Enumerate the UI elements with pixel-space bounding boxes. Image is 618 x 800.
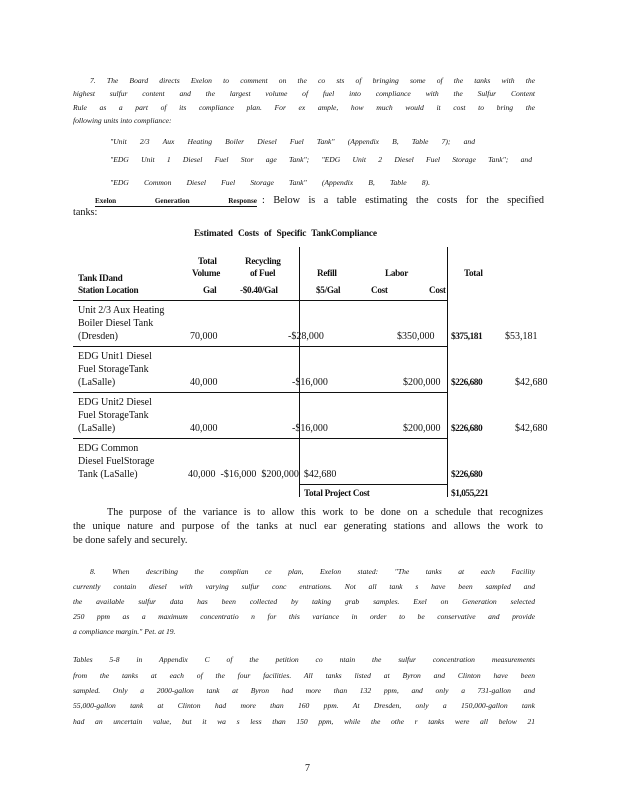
- col-header-tank: Tank IDand: [78, 273, 123, 283]
- para8-line: 250 ppm as a maximum concentratio n for this variance in order to be conservative and provide: [73, 612, 535, 621]
- tank-item: "EDG Unit 1 Diesel Fuel Stor age Tank"; "EDG Unit 2 Diesel Fuel Storage Tank"; and: [110, 155, 532, 164]
- response-heading: Exelon Generation Response: [95, 197, 257, 205]
- table-rule: [299, 247, 300, 497]
- col-header-tank: Station Location: [78, 285, 139, 295]
- para8-line: a compliance margin." Pet. at 19.: [73, 627, 176, 636]
- col-header-recycling: -$0.40/Gal: [240, 285, 278, 295]
- volume-value: 70,000: [190, 331, 218, 342]
- volume-value: 40,000: [190, 377, 218, 388]
- col-header-volume: Volume: [192, 268, 220, 278]
- para8-line: 8. When describing the complian ce plan, Exelon stated: "The tanks at each Facility: [90, 567, 535, 576]
- col-header-refill: $5/Gal: [316, 285, 341, 295]
- table-rule: [73, 346, 447, 347]
- para7-line: 7. The Board directs Exelon to comment on the co sts of bringing some of the tanks with the: [90, 76, 535, 85]
- project-cost-label: Total Project Cost: [304, 488, 370, 498]
- col-header-volume: Total: [198, 256, 217, 266]
- tank-name: (LaSalle): [78, 423, 116, 434]
- purpose-line: be done safely and securely.: [73, 535, 188, 546]
- tank-name: EDG Unit1 Diesel: [78, 351, 152, 362]
- labor-value: $350,000: [397, 331, 435, 342]
- col-header-labor: Cost: [371, 285, 388, 295]
- recycling-value: -$28,000: [288, 331, 324, 342]
- recycling-value: -$16,000: [292, 377, 328, 388]
- page-number: 7: [305, 763, 310, 774]
- tables-para-line: from the tanks at each of the four facilities. All tanks listed at Byron and Clinton have been: [73, 671, 535, 680]
- total-value: $226,680: [451, 378, 483, 388]
- table-rule: [73, 300, 447, 301]
- tank-name: Tank (LaSalle): [78, 469, 138, 480]
- table-rule: [447, 247, 448, 497]
- tank-name: Boiler Diesel Tank: [78, 318, 154, 329]
- tank-item: "EDG Common Diesel Fuel Storage Tank" (Appendix B, Table 8).: [110, 178, 430, 187]
- purpose-line: the unique nature and purpose of the tanks at nucl ear generating stations and allows the work to: [73, 521, 543, 532]
- table-rule: [73, 392, 447, 393]
- tables-para-line: sampled. Only a 2000-gallon tank at Byron had more than 132 ppm, and only a 731-gallon and: [73, 686, 535, 695]
- tank-name: Fuel StorageTank: [78, 364, 149, 375]
- response-text: tanks:: [73, 207, 98, 218]
- tank-name: Unit 2/3 Aux Heating: [78, 305, 165, 316]
- para7-line: following units into compliance:: [73, 116, 172, 125]
- para8-line: currently contain diesel with varying sulfur conc entrations. Not all tank s have been sampled and: [73, 582, 535, 591]
- table-rule: [73, 438, 447, 439]
- labor-value: $200,000: [403, 377, 441, 388]
- col-header-volume: Gal: [203, 285, 217, 295]
- col-header-labor: Labor: [385, 268, 409, 278]
- table-rule: [299, 484, 447, 485]
- combined-values: 40,000 -$16,000 $200,000 $42,680: [188, 469, 337, 480]
- col-header-recycling: Recycling: [245, 256, 281, 266]
- col-header-recycling: of Fuel: [250, 268, 276, 278]
- tank-name: Diesel FuelStorage: [78, 456, 155, 467]
- total-value: $226,680: [451, 470, 483, 480]
- project-cost-value: $1,055,221: [451, 489, 489, 499]
- para7-line: Rule as a part of its compliance plan. For ex ample, how much would it cost to bring the: [73, 103, 535, 112]
- tables-para-line: Tables 5-8 in Appendix C of the petition co ntain the sulfur concentration measurements: [73, 655, 535, 664]
- extra-value: $42,680: [515, 423, 548, 434]
- response-text: : Below is a table estimating the costs for the specified: [262, 195, 544, 206]
- tank-item: "Unit 2/3 Aux Heating Boiler Diesel Fuel Tank" (Appendix B, Table 7); and: [110, 137, 475, 146]
- tank-name: (Dresden): [78, 331, 118, 342]
- labor-value: $200,000: [403, 423, 441, 434]
- para7-line: highest sulfur content and the largest volume of fuel into compliance with the Sulfur Content: [73, 89, 535, 98]
- para8-line: the available sulfur data has been collected by taking grab samples. Exel on Generation selected: [73, 597, 535, 606]
- tables-para-line: had an uncertain value, but it wa s less than 150 ppm, while the othe r tanks were all below 21: [73, 717, 535, 726]
- purpose-line: The purpose of the variance is to allow this work to be done on a schedule that recognizes: [107, 507, 543, 518]
- tank-name: (LaSalle): [78, 377, 116, 388]
- tank-name: Fuel StorageTank: [78, 410, 149, 421]
- table-title: Estimated Costs of Specific TankCompliance: [194, 229, 377, 239]
- tables-para-line: 55,000-gallon tank at Clinton had more than 160 ppm. At Dresden, only a 150,000-gallon tank: [73, 701, 535, 710]
- extra-value: $53,181: [505, 331, 538, 342]
- col-header-labor: Cost: [429, 285, 446, 295]
- recycling-value: -$16,000: [292, 423, 328, 434]
- total-value: $375,181: [451, 332, 483, 342]
- tank-name: EDG Common: [78, 443, 139, 454]
- total-value: $226,680: [451, 424, 483, 434]
- tank-name: EDG Unit2 Diesel: [78, 397, 152, 408]
- volume-value: 40,000: [190, 423, 218, 434]
- extra-value: $42,680: [515, 377, 548, 388]
- col-header-refill: Refill: [317, 268, 337, 278]
- col-header-total: Total: [464, 268, 483, 278]
